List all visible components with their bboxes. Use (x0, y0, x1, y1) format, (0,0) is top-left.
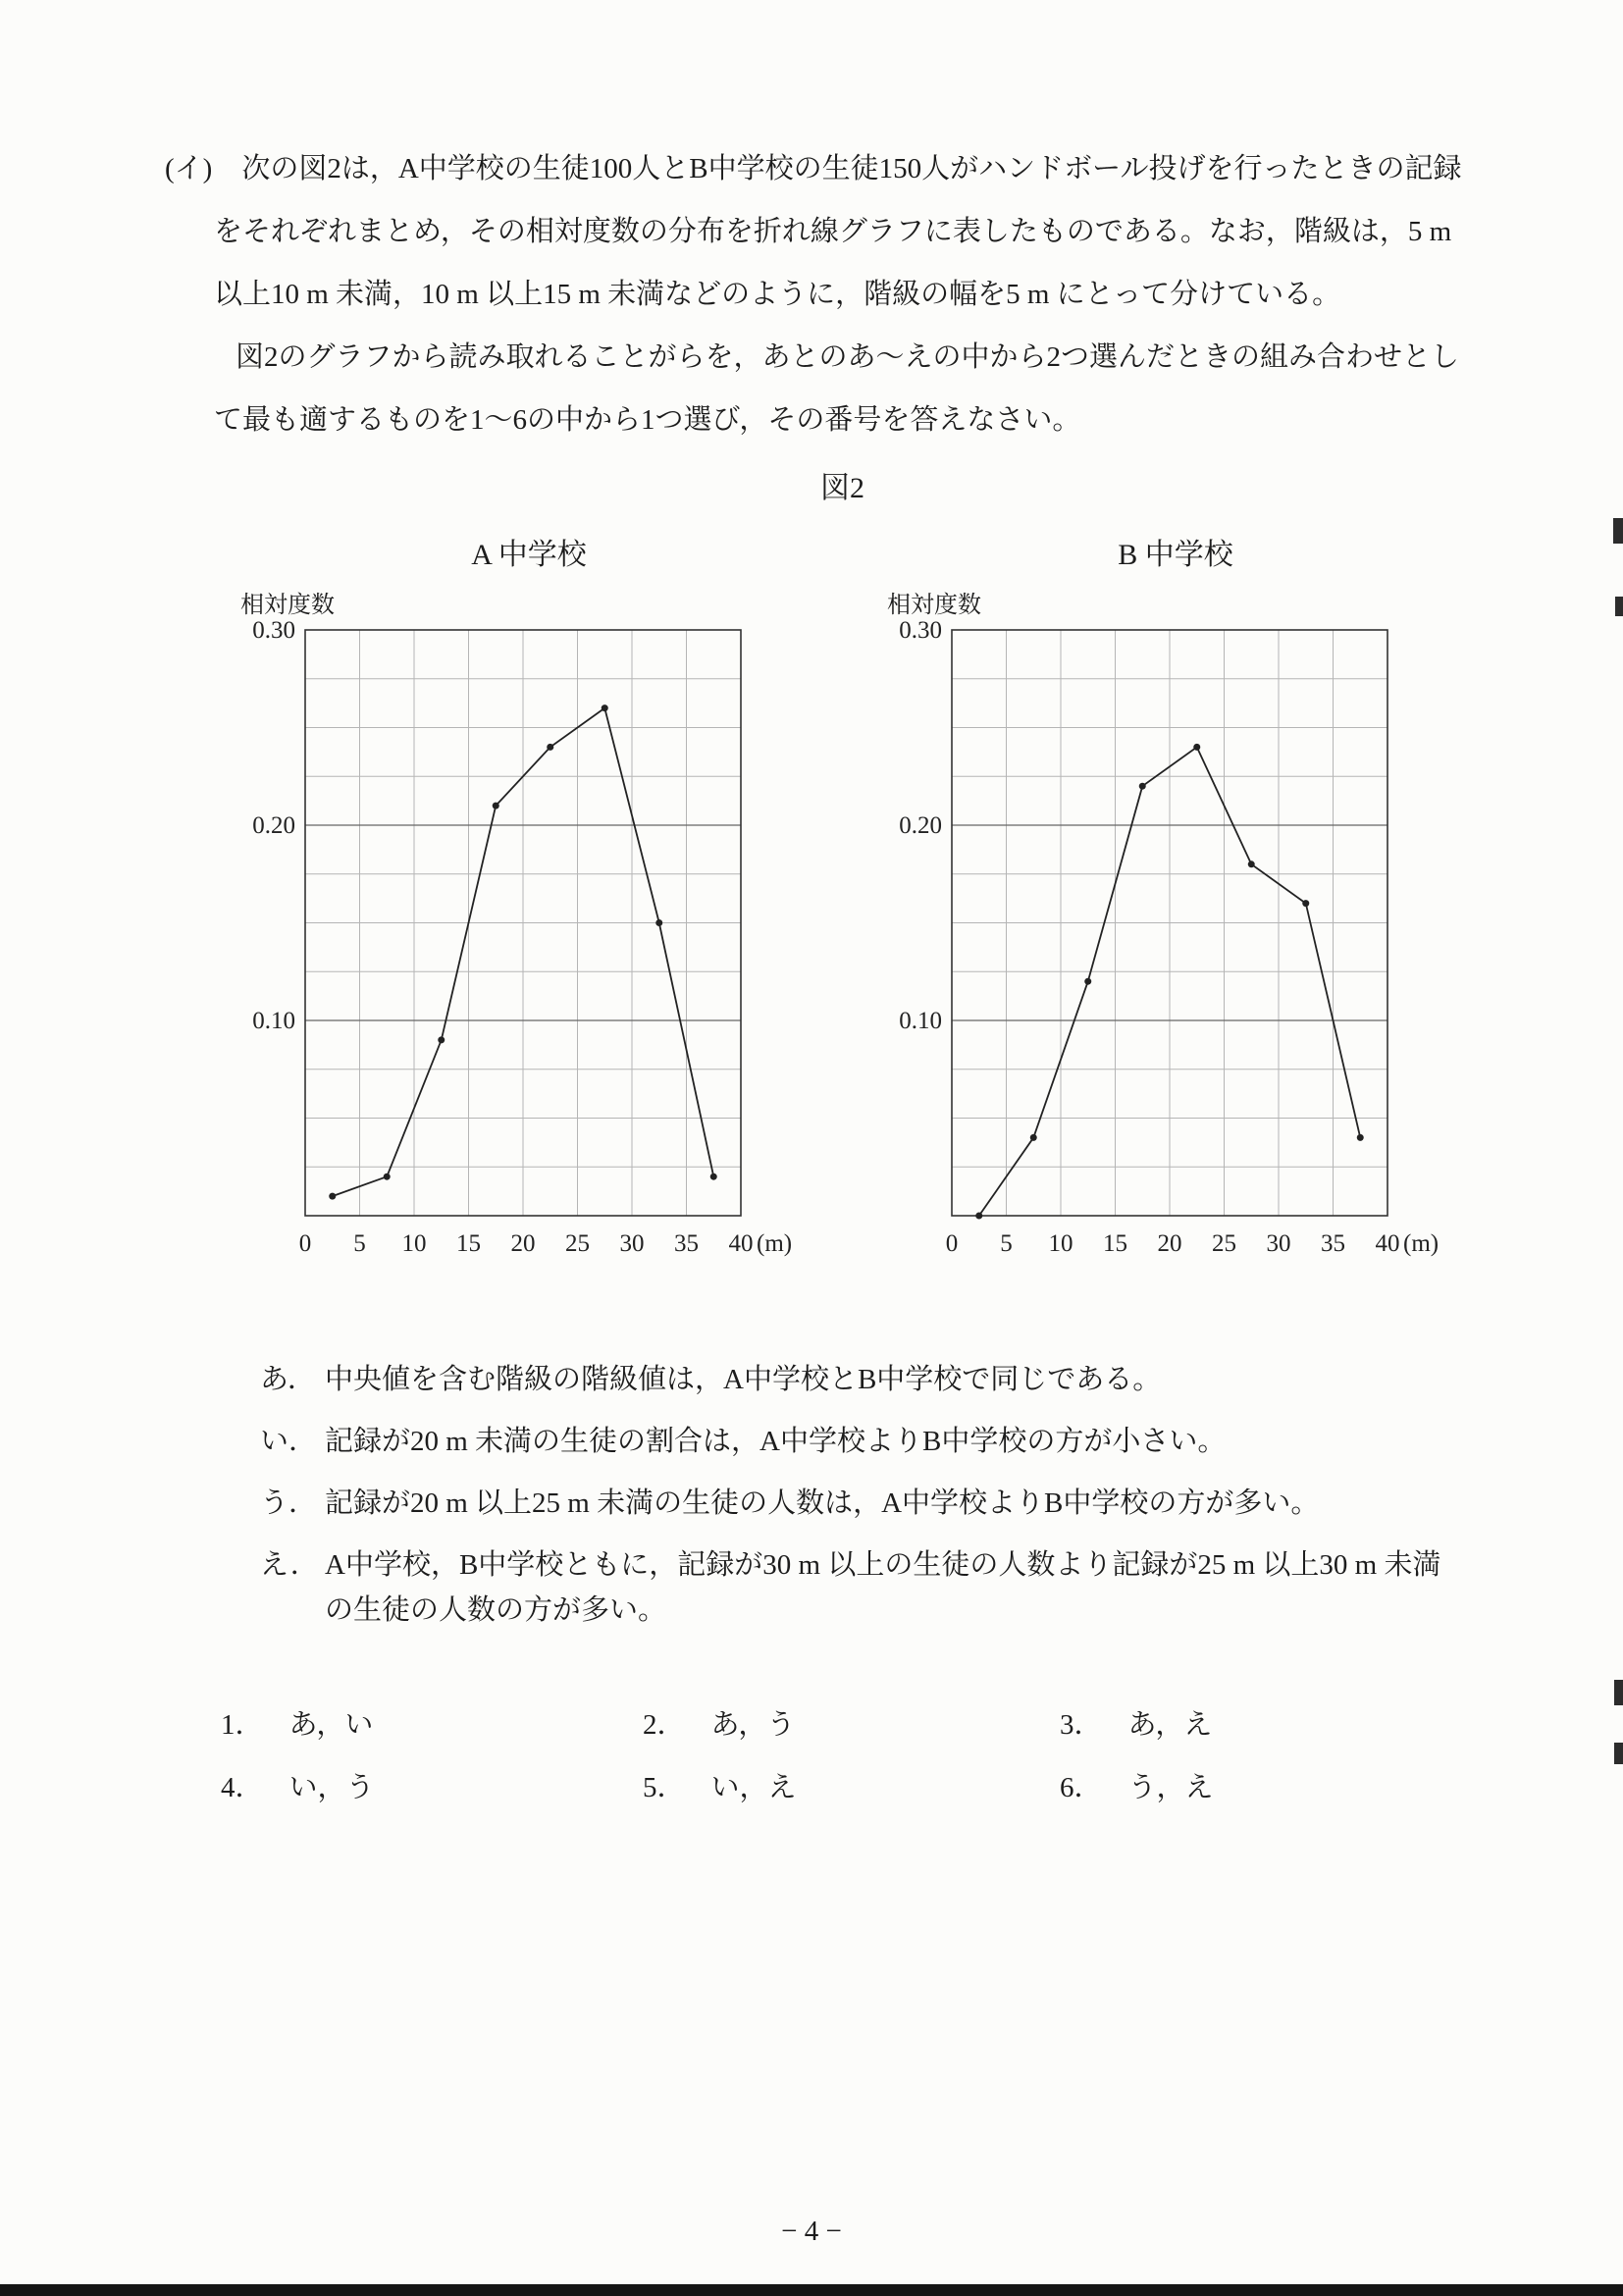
svg-text:15: 15 (1103, 1230, 1127, 1257)
svg-text:40: 40 (728, 1230, 754, 1257)
choice-5-text: い，え (710, 1772, 797, 1803)
choice-6 (1060, 1765, 1477, 1810)
svg-text:(m): (m) (757, 1230, 793, 1257)
scan-artifact-bottom-edge (0, 2284, 1623, 2296)
svg-text:35: 35 (674, 1230, 699, 1257)
choice-4-text: い，う (288, 1772, 375, 1803)
svg-text:0.30: 0.30 (252, 617, 295, 644)
choice-1-text: あ，い (288, 1709, 374, 1741)
svg-text:25: 25 (565, 1230, 590, 1257)
svg-text:10: 10 (401, 1230, 427, 1257)
statement-list (260, 1357, 1447, 1649)
statement-i (260, 1419, 1447, 1464)
choice-1-number: 1． (221, 1709, 264, 1741)
svg-text:25: 25 (1212, 1230, 1236, 1257)
choice-1 (221, 1702, 643, 1748)
choice-3 (1060, 1702, 1477, 1748)
chart-school-b (879, 530, 1452, 1278)
statement-e-marker: え． (260, 1549, 319, 1581)
svg-text:0.30: 0.30 (899, 617, 942, 644)
page-number: − 4 − (781, 2216, 842, 2247)
statement-a-text: 中央値を含む階級の階級値は，A中学校とB中学校で同じである。 (325, 1364, 1162, 1395)
svg-text:35: 35 (1321, 1230, 1345, 1257)
problem-intro (165, 137, 1474, 451)
statement-a (260, 1357, 1447, 1402)
statement-u-marker: う． (260, 1487, 318, 1519)
chart-a-plot (233, 581, 806, 1278)
statement-u-text: 記録が20 m 以上25 m 未満の生徒の人数は，A中学校よりB中学校の方が多い。 (325, 1487, 1320, 1519)
choice-3-number: 3． (1060, 1709, 1103, 1741)
svg-text:0.10: 0.10 (252, 1008, 295, 1034)
svg-text:5: 5 (1000, 1230, 1013, 1257)
statement-i-marker: い． (260, 1426, 318, 1457)
choice-5-number: 5． (643, 1772, 686, 1803)
choice-4-number: 4． (221, 1772, 264, 1803)
chart-b-ylabel: 相対度数 (887, 593, 981, 618)
problem-paragraph-1 (165, 137, 1474, 326)
choice-list (221, 1702, 1477, 1810)
choice-6-number: 6． (1060, 1772, 1103, 1803)
figure-label: 図2 (820, 472, 864, 504)
svg-text:0: 0 (945, 1230, 959, 1257)
svg-text:20: 20 (1157, 1230, 1182, 1257)
choice-2-number: 2． (643, 1709, 686, 1741)
choice-3-text: あ，え (1127, 1709, 1213, 1741)
svg-text:30: 30 (619, 1230, 645, 1257)
chart-b-plot (879, 581, 1452, 1278)
problem-marker: (イ) (165, 153, 213, 184)
choice-2-text: あ，う (710, 1709, 796, 1741)
svg-text:30: 30 (1266, 1230, 1291, 1257)
svg-text:0: 0 (298, 1230, 312, 1257)
svg-text:10: 10 (1048, 1230, 1073, 1257)
problem-paragraph-1-text: 次の図2は，A中学校の生徒100人とB中学校の生徒150人がハンドボール投げを行ったときの記録をそれぞれまとめ，その相対度数の分布を折れ線グラフに表したものである。なお，階級は，5 m 以上10 m 未満，10 m 以上15 m 未満などのように，階級の幅を5 m にとって分けている。 (214, 153, 1462, 310)
svg-text:5: 5 (353, 1230, 366, 1257)
chart-b-title: B 中学校 (1118, 539, 1233, 571)
scan-artifact (1614, 1680, 1623, 1705)
svg-text:40: 40 (1375, 1230, 1400, 1257)
statement-i-text: 記録が20 m 未満の生徒の割合は，A中学校よりB中学校の方が小さい。 (325, 1426, 1227, 1457)
choice-2 (643, 1702, 1060, 1748)
statement-e-text: A中学校，B中学校ともに，記録が30 m 以上の生徒の人数より記録が25 m 以上30 m 未満の生徒の人数の方が多い。 (325, 1549, 1441, 1626)
svg-text:0.20: 0.20 (899, 812, 942, 839)
line-chart-svg (879, 581, 1452, 1274)
scan-artifact (1615, 597, 1623, 616)
statement-e (260, 1542, 1447, 1633)
scan-artifact (1613, 518, 1623, 544)
statement-a-marker: あ． (260, 1364, 316, 1395)
chart-school-a (233, 530, 806, 1278)
problem-paragraph-2: 図2のグラフから読み取れることがらを，あとのあ～えの中から2つ選んだときの組み合わせとして最も適するものを1～6の中から1つ選び，その番号を答えなさい。 (214, 341, 1460, 436)
scan-artifact (1614, 1743, 1623, 1764)
choice-5 (643, 1765, 1060, 1810)
svg-text:15: 15 (456, 1230, 481, 1257)
line-chart-svg (233, 581, 806, 1274)
statement-u (260, 1481, 1447, 1526)
svg-text:(m): (m) (1403, 1230, 1440, 1257)
chart-a-ylabel: 相対度数 (240, 593, 335, 618)
choice-6-text: う，え (1127, 1772, 1214, 1803)
chart-a-title: A 中学校 (471, 539, 587, 571)
choice-4 (221, 1765, 643, 1810)
svg-text:20: 20 (510, 1230, 536, 1257)
svg-text:0.20: 0.20 (252, 812, 295, 839)
svg-text:0.10: 0.10 (899, 1008, 942, 1034)
